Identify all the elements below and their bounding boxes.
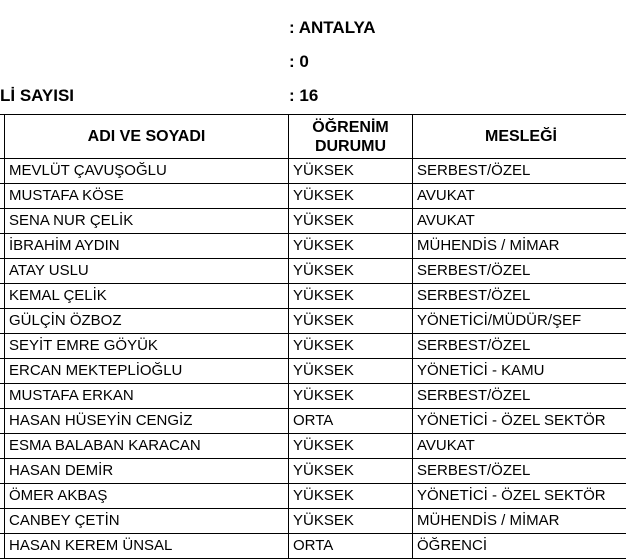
name-cell: ÖMER AKBAŞ [5, 484, 289, 509]
member-table [0, 114, 626, 559]
profession-cell: SERBEST/ÖZEL [413, 459, 626, 484]
profession-cell: SERBEST/ÖZEL [413, 334, 626, 359]
education-cell: YÜKSEK [289, 309, 413, 334]
profession-cell: YÖNETİCİ/MÜDÜR/ŞEF [413, 309, 626, 334]
profession-cell: SERBEST/ÖZEL [413, 259, 626, 284]
education-cell: YÜKSEK [289, 209, 413, 234]
table-row [0, 159, 626, 184]
table-header-row [0, 115, 626, 159]
table-row [0, 359, 626, 384]
table-row [0, 209, 626, 234]
table-row [0, 309, 626, 334]
profession-cell: AVUKAT [413, 434, 626, 459]
name-cell: HASAN HÜSEYİN CENGİZ [5, 409, 289, 434]
profession-cell: MÜHENDİS / MİMAR [413, 509, 626, 534]
education-cell: YÜKSEK [289, 459, 413, 484]
education-cell: YÜKSEK [289, 284, 413, 309]
profession-cell: SERBEST/ÖZEL [413, 384, 626, 409]
header-city: : ANTALYA [289, 18, 376, 38]
table-row [0, 509, 626, 534]
name-column-header: ADI VE SOYADI [5, 115, 289, 159]
name-cell: KEMAL ÇELİK [5, 284, 289, 309]
header-count-label: Lİ SAYISI [0, 86, 74, 106]
education-cell: ORTA [289, 534, 413, 559]
table-row [0, 334, 626, 359]
table-row [0, 234, 626, 259]
header-zero-value: : 0 [289, 52, 309, 72]
profession-column-header: MESLEĞİ [413, 115, 626, 159]
profession-cell: SERBEST/ÖZEL [413, 284, 626, 309]
table-row [0, 409, 626, 434]
education-cell: ORTA [289, 409, 413, 434]
education-cell: YÜKSEK [289, 334, 413, 359]
education-header-line2: DURUMU [289, 137, 412, 156]
education-cell: YÜKSEK [289, 434, 413, 459]
table-body [0, 159, 626, 559]
name-cell: MUSTAFA ERKAN [5, 384, 289, 409]
name-cell: HASAN DEMİR [5, 459, 289, 484]
education-cell: YÜKSEK [289, 259, 413, 284]
name-cell: ERCAN MEKTEPLİOĞLU [5, 359, 289, 384]
education-cell: YÜKSEK [289, 159, 413, 184]
education-cell: YÜKSEK [289, 184, 413, 209]
name-cell: HASAN KEREM ÜNSAL [5, 534, 289, 559]
table-row [0, 459, 626, 484]
header-count-value: : 16 [289, 86, 318, 106]
profession-cell: MÜHENDİS / MİMAR [413, 234, 626, 259]
name-cell: ESMA BALABAN KARACAN [5, 434, 289, 459]
name-cell: CANBEY ÇETİN [5, 509, 289, 534]
name-cell: SEYİT EMRE GÖYÜK [5, 334, 289, 359]
profession-cell: YÖNETİCİ - ÖZEL SEKTÖR [413, 484, 626, 509]
name-cell: ATAY USLU [5, 259, 289, 284]
education-cell: YÜKSEK [289, 359, 413, 384]
education-cell: YÜKSEK [289, 484, 413, 509]
profession-cell: YÖNETİCİ - KAMU [413, 359, 626, 384]
name-cell: MEVLÜT ÇAVUŞOĞLU [5, 159, 289, 184]
profession-cell: ÖĞRENCİ [413, 534, 626, 559]
table-row [0, 259, 626, 284]
table-row [0, 434, 626, 459]
name-cell: SENA NUR ÇELİK [5, 209, 289, 234]
profession-cell: SERBEST/ÖZEL [413, 159, 626, 184]
education-column-header [289, 115, 413, 159]
table-row [0, 184, 626, 209]
education-cell: YÜKSEK [289, 234, 413, 259]
profession-cell: AVUKAT [413, 184, 626, 209]
name-cell: GÜLÇİN ÖZBOZ [5, 309, 289, 334]
table-row [0, 484, 626, 509]
name-cell: MUSTAFA KÖSE [5, 184, 289, 209]
profession-cell: YÖNETİCİ - ÖZEL SEKTÖR [413, 409, 626, 434]
name-cell: İBRAHİM AYDIN [5, 234, 289, 259]
education-cell: YÜKSEK [289, 509, 413, 534]
profession-cell: AVUKAT [413, 209, 626, 234]
table-row [0, 384, 626, 409]
education-cell: YÜKSEK [289, 384, 413, 409]
education-header-line1: ÖĞRENİM [289, 118, 412, 137]
table-row [0, 284, 626, 309]
